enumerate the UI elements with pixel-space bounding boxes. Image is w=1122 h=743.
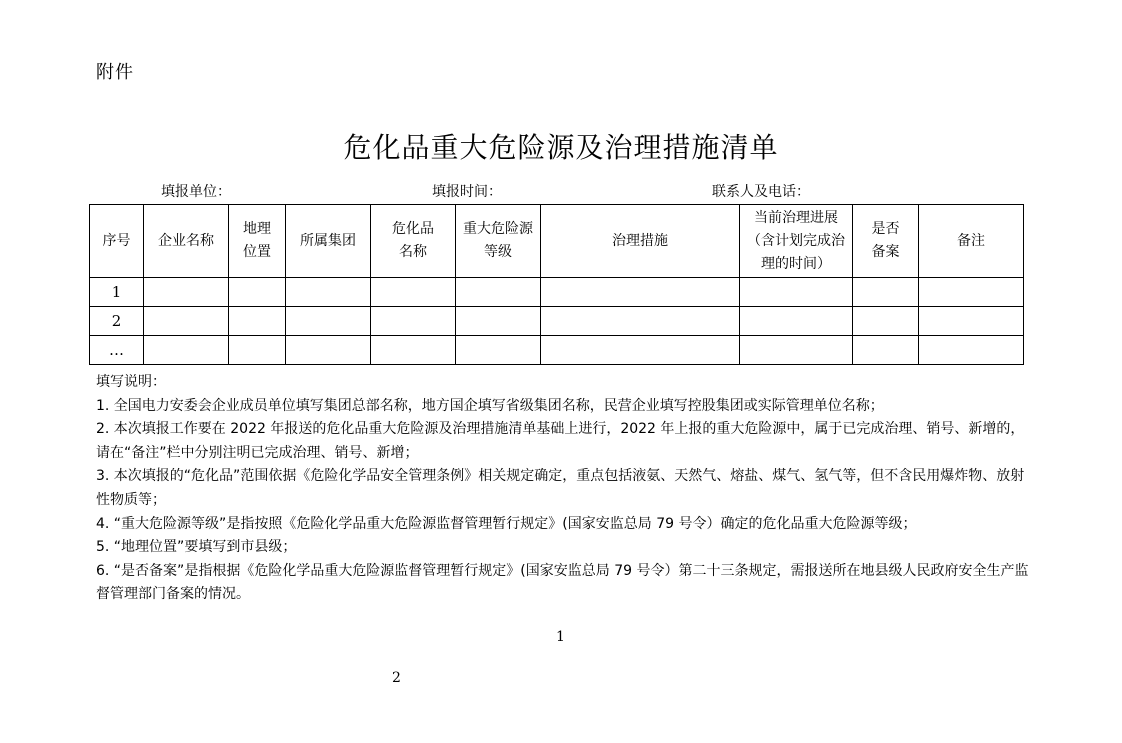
group-cell[interactable] [286,278,371,307]
progress-cell[interactable] [740,278,853,307]
remarks-cell[interactable] [919,336,1024,365]
company-cell[interactable] [144,336,229,365]
table-row [90,307,1024,336]
location-cell[interactable] [229,336,286,365]
header-location: 地理位置 [229,205,286,278]
table-row [90,278,1024,307]
company-cell[interactable] [144,278,229,307]
location-cell[interactable] [229,278,286,307]
instructions-heading: 填写说明： [96,374,166,390]
header-measures: 治理措施 [541,205,740,278]
reporting-unit-label: 填报单位： [161,184,231,200]
measures-cell[interactable] [541,307,740,336]
hazard-list-table [89,204,1024,365]
header-index: 序号 [90,205,144,278]
chemical-cell[interactable] [371,278,456,307]
chemical-cell[interactable] [371,307,456,336]
measures-cell[interactable] [541,278,740,307]
reporting-time-label: 填报时间： [432,184,502,200]
filed-cell[interactable] [853,278,919,307]
level-cell[interactable] [456,278,541,307]
filling-instructions [96,371,1030,607]
table-header-row [90,205,1024,278]
document-title: 危化品重大危险源及治理措施清单 [343,131,779,164]
instruction-item: 6. “是否备案”是指根据《危险化学品重大危险源监督管理暂行规定》(国家安监总局 79 号令）第二十三条规定，需报送所在地县级人民政府安全生产监督管理部门备案的情况。 [96,562,1029,603]
measures-cell[interactable] [541,336,740,365]
level-cell[interactable] [456,307,541,336]
level-cell[interactable] [456,336,541,365]
group-cell[interactable] [286,307,371,336]
progress-cell[interactable] [740,307,853,336]
group-cell[interactable] [286,336,371,365]
company-cell[interactable] [144,307,229,336]
remarks-cell[interactable] [919,278,1024,307]
filed-cell[interactable] [853,336,919,365]
instruction-item: 5. “地理位置”要填写到市县级； [96,539,297,556]
instruction-item: 4. “重大危险源等级”是指按照《危险化学品重大危险源监督管理暂行规定》(国家安监总局 79 号令）确定的危化品重大危险源等级； [96,515,917,532]
row-index: 2 [90,307,144,336]
instruction-item: 1. 全国电力安委会企业成员单位填写集团总部名称，地方国企填写省级集团名称，民营企业填写控股集团或实际管理单位名称； [96,397,884,414]
header-hazard-level: 重大危险源等级 [456,205,541,278]
attachment-label: 附件 [96,62,134,83]
instruction-item: 2. 本次填报工作要在 2022 年报送的危化品重大危险源及治理措施清单基础上进行，2022 年上报的重大危险源中，属于已完成治理、销号、新增的，请在“备注”栏中分别注明已完成治理、销号、新增； [96,421,1025,461]
header-remarks: 备注 [919,205,1024,278]
header-chemical-name: 危化品名称 [371,205,456,278]
header-filed: 是否备案 [853,205,919,278]
contact-label: 联系人及电话： [712,184,810,200]
page-number: 2 [392,670,401,686]
filed-cell[interactable] [853,307,919,336]
chemical-cell[interactable] [371,336,456,365]
instruction-item: 3. 本次填报的“危化品”范围依据《危险化学品安全管理条例》相关规定确定，重点包括液氨、天然气、熔盐、煤气、氢气等，但不含民用爆炸物、放射性物质等； [96,468,1025,508]
progress-cell[interactable] [740,336,853,365]
header-group: 所属集团 [286,205,371,278]
remarks-cell[interactable] [919,307,1024,336]
row-index: 1 [90,278,144,307]
header-progress: 当前治理进展（含计划完成治理的时间） [740,205,853,278]
location-cell[interactable] [229,307,286,336]
row-index: … [90,336,144,365]
table-row [90,336,1024,365]
header-company-name: 企业名称 [144,205,229,278]
page-number: 1 [556,629,565,645]
